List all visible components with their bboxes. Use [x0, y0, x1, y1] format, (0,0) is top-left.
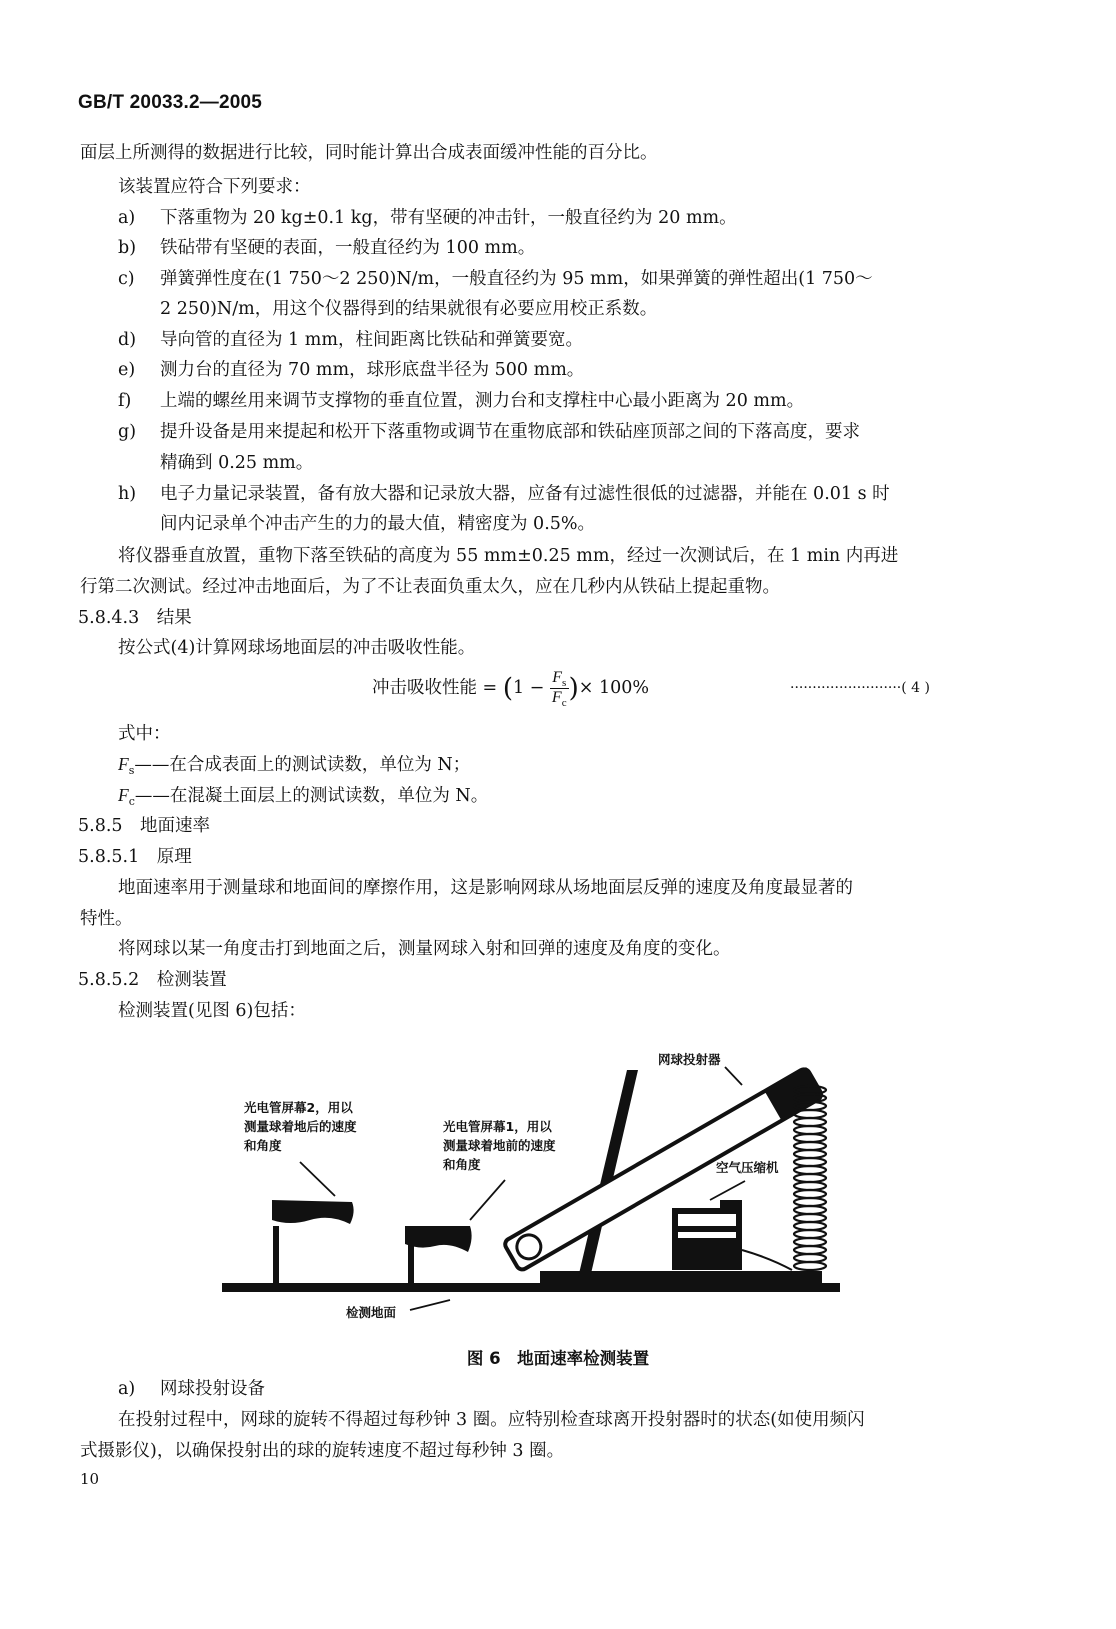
paragraph-line: 检测装置(见图 6)包括：: [118, 1001, 306, 1021]
paragraph-line: 按公式(4)计算网球场地面层的冲击吸收性能。: [118, 638, 476, 658]
test-ground: [222, 1283, 840, 1292]
paragraph-line: 式摄影仪)，以确保投射出的球的旋转速度不超过每秒钟 3 圈。: [80, 1441, 565, 1461]
list-marker: a): [118, 1379, 136, 1399]
label-screen2-line3: 和角度: [244, 1138, 282, 1153]
list-text: 电子力量记录装置，备有放大器和记录放大器，应备有过滤性很低的过滤器，并能在 0.01 s 时: [160, 484, 890, 504]
standard-code: GB/T 20033.2—2005: [78, 92, 263, 113]
paragraph-line: 在投射过程中，网球的旋转不得超过每秒钟 3 圈。应特别检查球离开投射器时的状态(如使用频闪: [118, 1410, 865, 1430]
list-marker: b): [118, 238, 137, 258]
list-marker: d): [118, 330, 137, 350]
list-text: 测力台的直径为 70 mm，球形底盘半径为 500 mm。: [160, 360, 585, 380]
list-marker: f): [118, 391, 132, 411]
paragraph-line: 该装置应符合下列要求：: [118, 177, 311, 197]
paragraph-line: 将仪器垂直放置，重物下落至铁砧的高度为 55 mm±0.25 mm，经过一次测试后，在 1 min 内再进: [118, 546, 899, 566]
photocell-screen-1: [405, 1226, 472, 1252]
label-test-ground: 检测地面: [346, 1305, 397, 1320]
photocell-screen-2: [272, 1200, 354, 1224]
list-marker: g): [118, 422, 137, 442]
list-text: 下落重物为 20 kg±0.1 kg，带有坚硬的冲击针，一般直径约为 20 mm。: [160, 208, 737, 228]
label-screen1-line1: 光电管屏幕1，用以: [443, 1119, 552, 1134]
list-text: 导向管的直径为 1 mm，柱间距离比铁砧和弹簧要宽。: [160, 330, 583, 350]
equation-number: ·························( 4 ): [790, 680, 930, 696]
air-compressor: [672, 1200, 792, 1270]
list-text-continued: 间内记录单个冲击产生的力的最大值，精密度为 0.5%。: [160, 514, 596, 534]
section-heading: 5.8.5 地面速率: [78, 816, 211, 836]
list-text: 网球投射设备: [160, 1379, 265, 1399]
label-screen2-line2: 测量球着地后的速度: [244, 1119, 357, 1134]
paragraph-line: 式中：: [118, 724, 171, 744]
list-item-a-launcher: [118, 1377, 265, 1401]
section-heading: 5.8.5.1 原理: [78, 847, 192, 867]
leader-line: [725, 1067, 742, 1085]
list-text-continued: 2 250)N/m，用这个仪器得到的结果就很有必要应用校正系数。: [160, 299, 658, 319]
label-screen1-line3: 和角度: [443, 1157, 481, 1172]
symbol-definition-fc: $F_c——$在混凝土面层上的测试读数，单位为 N。: [118, 785, 489, 808]
leader-line: [300, 1162, 335, 1196]
section-heading: 5.8.5.2 检测装置: [78, 970, 227, 990]
formula-4: 冲击吸收性能 = (1 − $\frac{F_s}{F_c}$ )× 100%: [372, 669, 650, 709]
formula-lhs: 冲击吸收性能 =: [372, 678, 498, 698]
formula-rhs: × 100%: [578, 678, 650, 698]
label-screen2-line1: 光电管屏幕2，用以: [244, 1100, 353, 1115]
paragraph-line: 面层上所测得的数据进行比较，同时能计算出合成表面缓冲性能的百分比。: [80, 143, 658, 163]
formula-one: 1 −: [512, 678, 545, 698]
screen2-post: [273, 1226, 279, 1284]
list-text: 铁砧带有坚硬的表面，一般直径约为 100 mm。: [160, 238, 536, 258]
label-screen1-line2: 测量球着地前的速度: [443, 1138, 556, 1153]
page-number: 10: [80, 1470, 100, 1488]
spring-coil: [794, 1086, 826, 1270]
list-marker: a): [118, 208, 136, 228]
leader-line: [470, 1180, 505, 1220]
paragraph-line: 地面速率用于测量球和地面间的摩擦作用，这是影响网球从场地面层反弹的速度及角度最显著的: [118, 878, 853, 898]
list-text: 上端的螺丝用来调节支撑物的垂直位置，测力台和支撑柱中心最小距离为 20 mm。: [160, 391, 805, 411]
leader-line: [710, 1181, 745, 1200]
paragraph-line: 行第二次测试。经过冲击地面后，为了不让表面负重太久，应在几秒内从铁砧上提起重物。: [80, 577, 780, 597]
list-marker: h): [118, 484, 137, 504]
list-marker: e): [118, 360, 136, 380]
list-text: 弹簧弹性度在(1 750～2 250)N/m，一般直径约为 95 mm，如果弹簧的弹性超出(1 750～: [160, 269, 873, 289]
paragraph-line: 将网球以某一角度击打到地面之后，测量网球入射和回弹的速度及角度的变化。: [118, 939, 731, 959]
figure-caption: 图 6 地面速率检测装置: [466, 1349, 650, 1368]
list-marker: c): [118, 269, 135, 289]
leader-line: [410, 1300, 450, 1310]
label-compressor: 空气压缩机: [716, 1160, 779, 1175]
paragraph-line: 特性。: [80, 909, 133, 929]
section-heading: 5.8.4.3 结果: [78, 608, 192, 628]
list-text: 提升设备是用来提起和松开下落重物或调节在重物底部和铁砧座顶部之间的下落高度，要求: [160, 422, 860, 442]
list-text-continued: 精确到 0.25 mm。: [160, 453, 314, 473]
formula-fraction: $\frac{F_s}{F_c}$: [551, 669, 567, 709]
label-launcher: 网球投射器: [658, 1052, 721, 1067]
symbol-definition-fs: $F_s——$在合成表面上的测试读数，单位为 N；: [118, 754, 471, 777]
